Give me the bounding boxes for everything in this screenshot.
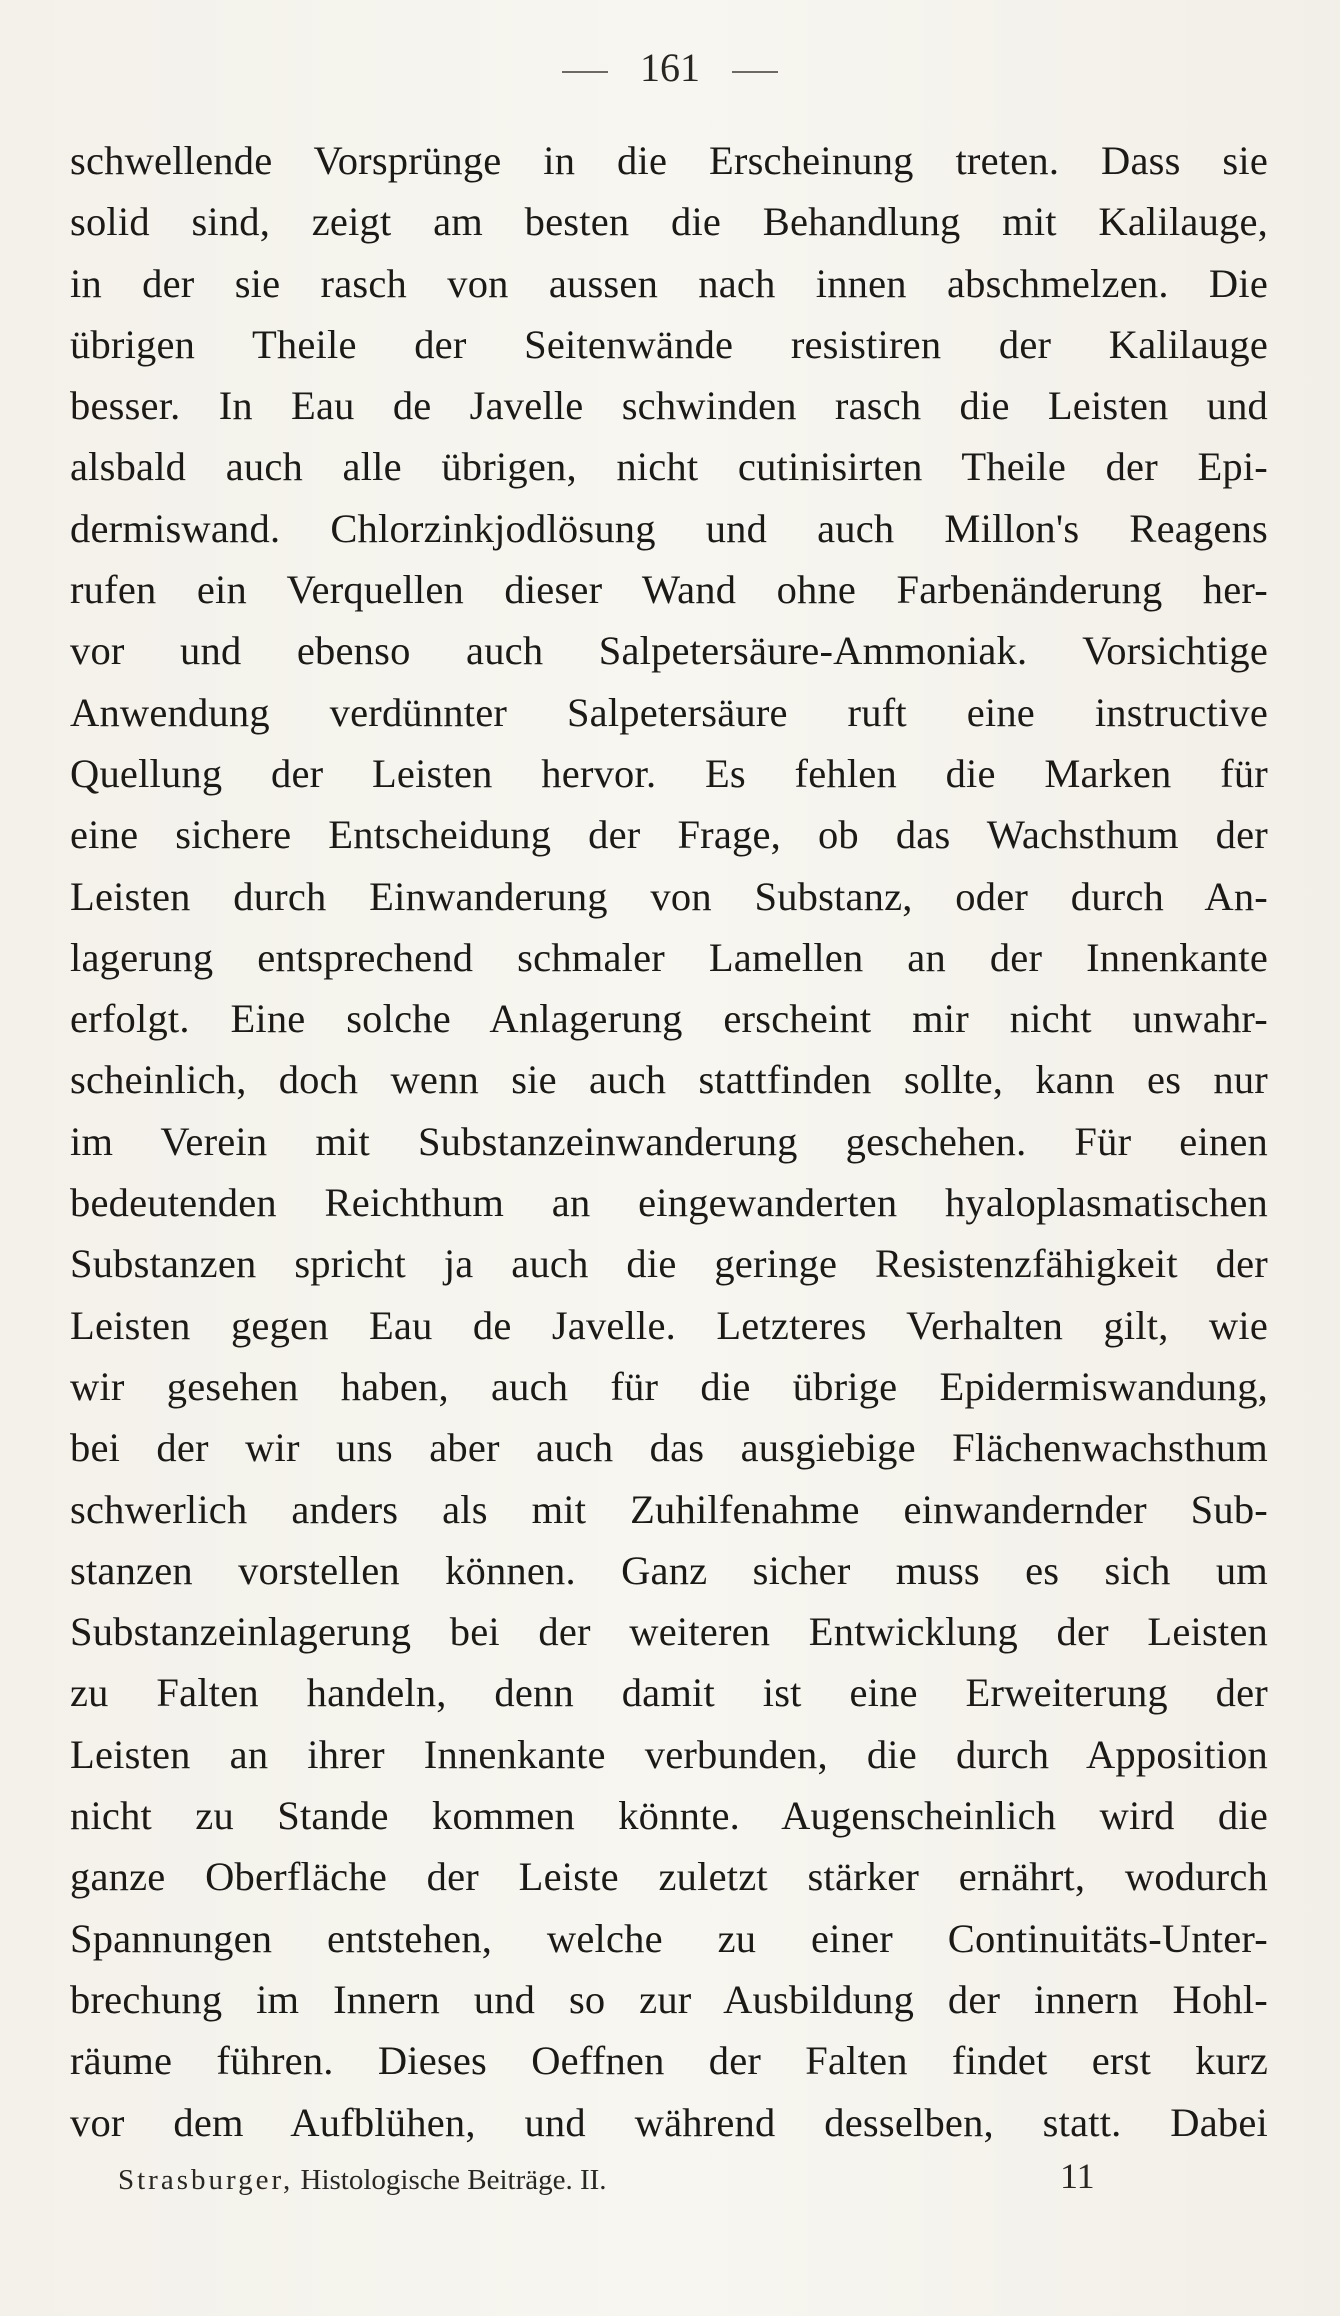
text-line: besser. In Eau de Javelle schwinden rasch die Leisten und	[70, 383, 1268, 429]
text-line: stanzen vorstellen können. Ganz sicher muss es sich um	[70, 1547, 1268, 1593]
footer-title: Histologische Beiträge. II.	[300, 2164, 607, 2196]
text-line: bei der wir uns aber auch das ausgiebige Flächenwachsthum	[70, 1425, 1268, 1471]
text-line: rufen ein Verquellen dieser Wand ohne Farbenänderung her-	[70, 567, 1268, 613]
text-line: scheinlich, doch wenn sie auch stattfinden sollte, kann es nur	[70, 1057, 1268, 1103]
text-line: räume führen. Dieses Oeffnen der Falten findet erst kurz	[70, 2038, 1268, 2084]
text-line: schwellende Vorsprünge in die Erscheinung treten. Dass sie	[70, 138, 1268, 183]
text-line: im Verein mit Substanzeinwanderung geschehen. Für einen	[70, 1118, 1268, 1164]
text-line: brechung im Innern und so zur Ausbildung der innern Hohl-	[70, 1976, 1268, 2022]
text-line: ganze Oberfläche der Leiste zuletzt stärker ernährt, wodurch	[70, 1854, 1268, 1900]
text-line: erfolgt. Eine solche Anlagerung erscheint mir nicht unwahr-	[70, 996, 1268, 1042]
footer-author: Strasburger,	[118, 2164, 294, 2196]
text-line: eine sichere Entscheidung der Frage, ob das Wachsthum der	[70, 812, 1268, 858]
text-line: Substanzen spricht ja auch die geringe Resistenzfähigkeit der	[70, 1241, 1268, 1287]
text-line: Substanzeinlagerung bei der weiteren Entwicklung der Leisten	[70, 1609, 1268, 1655]
text-line: Spannungen entstehen, welche zu einer Continuitäts-Unter-	[70, 1915, 1268, 1961]
page-number: 161	[640, 45, 700, 90]
text-line: alsbald auch alle übrigen, nicht cutinisirten Theile der Epi-	[70, 444, 1268, 490]
page-header	[0, 40, 1340, 96]
text-line: solid sind, zeigt am besten die Behandlung mit Kalilauge,	[70, 199, 1268, 245]
text-line: in der sie rasch von aussen nach innen abschmelzen. Die	[70, 260, 1268, 306]
text-line: Leisten an ihrer Innenkante verbunden, die durch Apposition	[70, 1731, 1268, 1777]
text-line: wir gesehen haben, auch für die übrige Epidermiswandung,	[70, 1363, 1268, 1409]
text-line: dermiswand. Chlorzinkjodlösung und auch Millon's Reagens	[70, 505, 1268, 551]
text-line: lagerung entsprechend schmaler Lamellen an der Innenkante	[70, 934, 1268, 980]
page-footer	[118, 2156, 1118, 2200]
header-dash-right	[732, 71, 778, 73]
signature-mark: 11	[1060, 2156, 1095, 2196]
text-line: vor und ebenso auch Salpetersäure-Ammoniak. Vorsichtige	[70, 628, 1268, 674]
text-line: bedeutenden Reichthum an eingewanderten hyaloplasmatischen	[70, 1180, 1268, 1226]
text-line: schwerlich anders als mit Zuhilfenahme einwandernder Sub-	[70, 1486, 1268, 1532]
text-line: zu Falten handeln, denn damit ist eine Erweiterung der	[70, 1670, 1268, 1716]
text-line: Anwendung verdünnter Salpetersäure ruft eine instructive	[70, 689, 1268, 735]
text-line: vor dem Aufblühen, und während desselben, statt. Dabei	[70, 2099, 1268, 2145]
text-line: übrigen Theile der Seitenwände resistiren der Kalilauge	[70, 321, 1268, 367]
text-line: Leisten gegen Eau de Javelle. Letzteres Verhalten gilt, wie	[70, 1302, 1268, 1348]
text-line: Quellung der Leisten hervor. Es fehlen die Marken für	[70, 750, 1268, 796]
text-line: Leisten durch Einwanderung von Substanz, oder durch An-	[70, 873, 1268, 919]
header-dash-left	[562, 71, 608, 73]
body-text	[70, 130, 1268, 2153]
text-line: nicht zu Stande kommen könnte. Augenscheinlich wird die	[70, 1793, 1268, 1839]
